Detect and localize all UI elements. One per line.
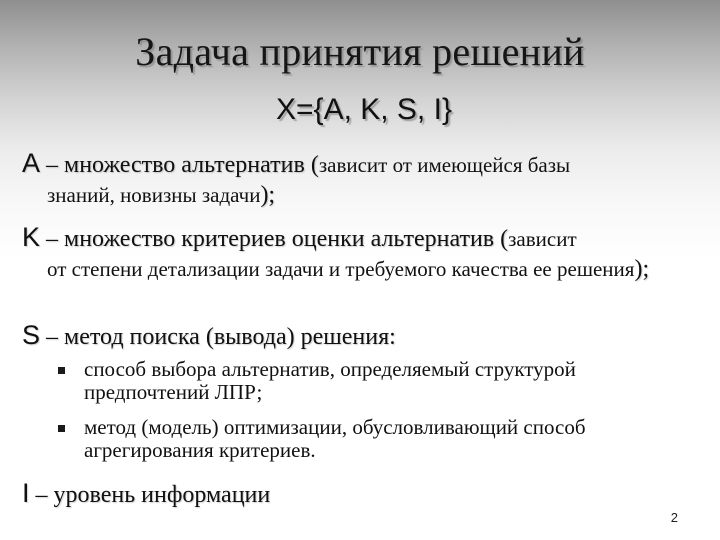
definition-i-text: – уровень информации: [29, 482, 271, 508]
subitem-text: метод (модель) оптимизации, обусловливающий способ агрегирования критериев.: [84, 415, 586, 462]
square-bullet-icon: [58, 425, 65, 432]
symbol-s: S: [22, 320, 41, 350]
symbol-k: K: [22, 222, 41, 252]
definition-a-closing: );: [260, 182, 276, 208]
definition-s: [22, 320, 702, 352]
definition-k: [22, 222, 702, 284]
symbol-a: A: [22, 148, 41, 178]
definition-i: [22, 478, 702, 510]
definition-s-text: – метод поиска (вывода) решения:: [40, 324, 396, 350]
square-bullet-icon: [58, 367, 65, 374]
list-item: [58, 358, 678, 404]
definition-a-continuation: [22, 180, 702, 210]
definition-k-closing: );: [634, 256, 650, 282]
definition-k-paren: (: [500, 226, 509, 252]
list-item: [58, 416, 678, 462]
definition-k-detail-cont: от степени детализации задачи и требуемого качества ее решения: [47, 257, 635, 281]
definition-a-text: – множество альтернатив: [40, 152, 311, 178]
subitem-text: способ выбора альтернатив, определяемый структурой предпочтений ЛПР;: [84, 357, 576, 404]
definition-a-paren: (: [310, 152, 319, 178]
formula: X={A, K, S, I}: [276, 93, 452, 126]
symbol-i: I: [22, 478, 30, 508]
definition-k-continuation: [22, 254, 702, 284]
page-number: 2: [670, 510, 678, 525]
definition-a-detail-cont: знаний, новизны задачи: [47, 183, 261, 207]
definition-a-detail: зависит от имеющейся базы: [318, 153, 571, 177]
definition-a: [22, 148, 702, 210]
slide-title: Задача принятия решений: [135, 29, 585, 74]
definition-k-text: – множество критериев оценки альтернатив: [40, 226, 501, 252]
definition-k-detail: зависит: [508, 227, 577, 251]
